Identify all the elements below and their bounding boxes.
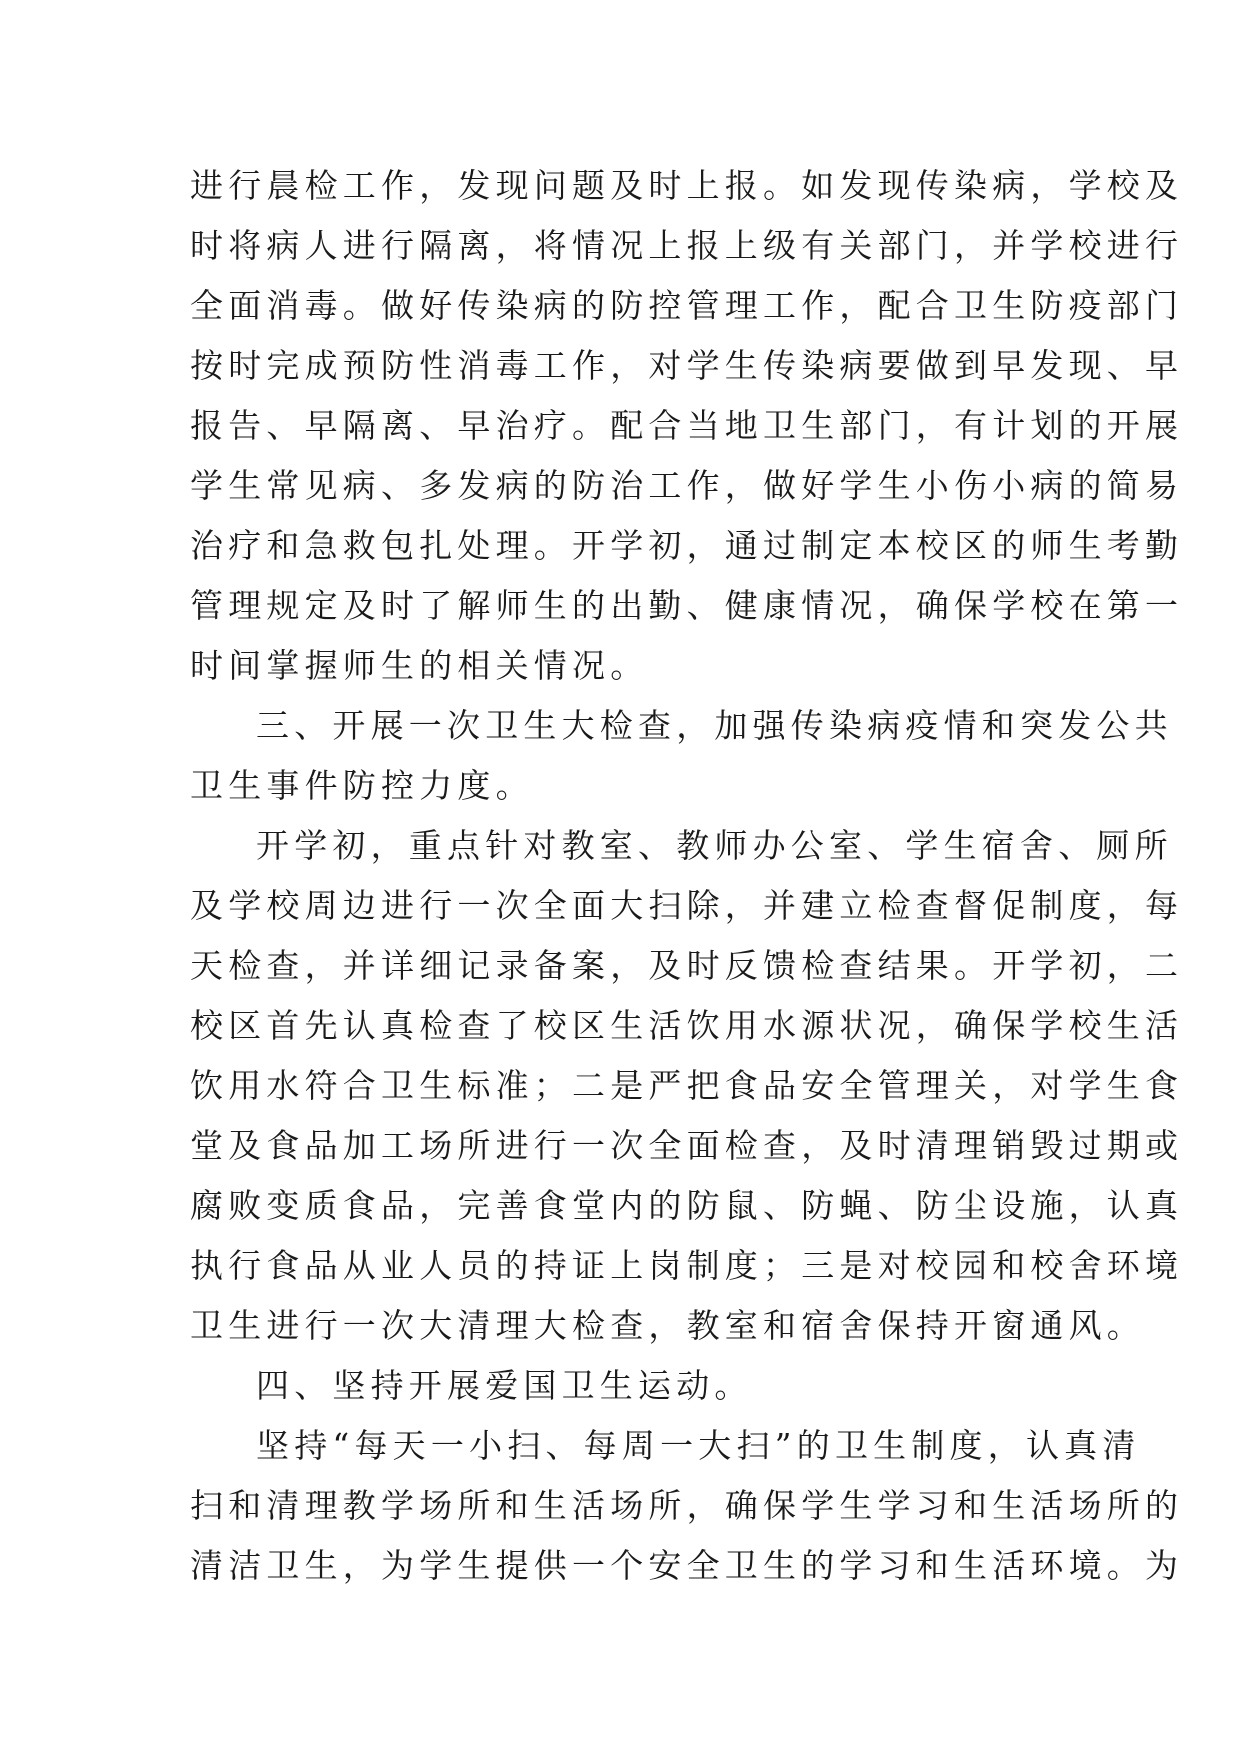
text-line: 四、坚持开展爱国卫生运动。: [256, 1366, 753, 1405]
text-line: 学生常见病、多发病的防治工作，做好学生小伤小病的简易: [190, 466, 1184, 505]
text-line: 三、开展一次卫生大检查，加强传染病疫情和突发公共: [256, 706, 1173, 745]
text-line: 坚持“每天一小扫、每周一大扫”的卫生制度，认真清: [256, 1426, 1141, 1465]
text-line: 清洁卫生，为学生提供一个安全卫生的学习和生活环境。为: [190, 1546, 1184, 1585]
text-line: 管理规定及时了解师生的出勤、健康情况，确保学校在第一: [190, 586, 1184, 625]
text-line: 天检查，并详细记录备案，及时反馈检查结果。开学初，二: [190, 946, 1184, 985]
text-line: 校区首先认真检查了校区生活饮用水源状况，确保学校生活: [190, 1006, 1184, 1045]
text-line: 执行食品从业人员的持证上岗制度；三是对校园和校舍环境: [190, 1246, 1184, 1285]
text-line: 治疗和急救包扎处理。开学初，通过制定本校区的师生考勤: [190, 526, 1184, 565]
text-line: 卫生事件防控力度。: [190, 766, 534, 805]
text-line: 饮用水符合卫生标准；二是严把食品安全管理关，对学生食: [190, 1066, 1184, 1105]
text-line: 扫和清理教学场所和生活场所，确保学生学习和生活场所的: [190, 1486, 1184, 1525]
text-line: 腐败变质食品，完善食堂内的防鼠、防蝇、防尘设施，认真: [190, 1186, 1184, 1225]
text-line: 及学校周边进行一次全面大扫除，并建立检查督促制度，每: [190, 886, 1184, 925]
text-line: 时将病人进行隔离，将情况上报上级有关部门，并学校进行: [190, 226, 1184, 265]
text-line: 开学初，重点针对教室、教师办公室、学生宿舍、厕所: [256, 826, 1173, 865]
text-line: 全面消毒。做好传染病的防控管理工作，配合卫生防疫部门: [190, 286, 1184, 325]
text-line: 时间掌握师生的相关情况。: [190, 646, 649, 685]
body-text: [190, 156, 1184, 1596]
text-line: 卫生进行一次大清理大检查，教室和宿舍保持开窗通风。: [190, 1306, 1145, 1345]
text-line: 进行晨检工作，发现问题及时上报。如发现传染病，学校及: [190, 166, 1184, 205]
text-line: 按时完成预防性消毒工作，对学生传染病要做到早发现、早: [190, 346, 1184, 385]
text-line: 报告、早隔离、早治疗。配合当地卫生部门，有计划的开展: [190, 406, 1184, 445]
text-line: 堂及食品加工场所进行一次全面检查，及时清理销毁过期或: [190, 1126, 1184, 1165]
